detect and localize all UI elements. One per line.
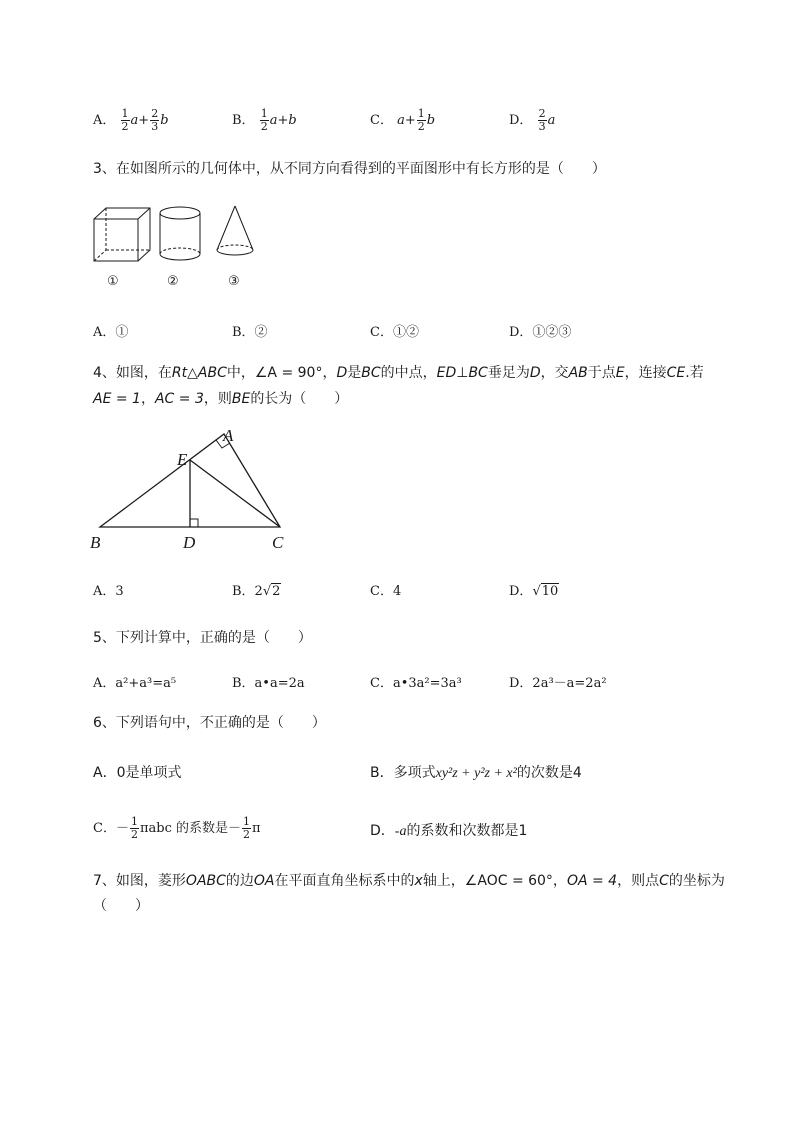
q2-option-a-text: a+	[130, 113, 150, 128]
q4-triangle-figure	[88, 420, 298, 560]
cube-solid	[94, 208, 150, 261]
q2-option-c-text: a+	[397, 113, 416, 128]
q2-option-b-text: a+b	[269, 113, 297, 128]
q3-solids-figure	[90, 200, 260, 270]
q5-option-a: A．a²+a³=a⁵	[93, 676, 177, 691]
q3-option-c: C．①②	[370, 325, 419, 340]
q4-stem-line1: 4、如图，在Rt△ABC中，∠A = 90°，D是BC的中点，ED⊥BC垂足为D，交AB于点E，连接CE.若	[93, 365, 704, 381]
q2-option-c-label: C．	[370, 113, 393, 128]
q3-fig-label-3: ③	[228, 274, 240, 289]
q3-option-b: B．②	[232, 325, 268, 340]
q2-option-d-tail: a	[547, 113, 556, 128]
q6-option-a: A．0是单项式	[93, 765, 182, 781]
q2-option-d-label: D．	[509, 113, 533, 128]
q4-label-B: B	[90, 533, 101, 552]
q4-option-d: D．√10	[509, 584, 559, 599]
q4-label-E: E	[177, 450, 188, 469]
q4-label-C: C	[272, 533, 284, 552]
q2-option-a-tail: b	[160, 113, 169, 128]
q3-stem: 3、在如图所示的几何体中，从不同方向看得到的平面图形中有长方形的是（ ）	[93, 161, 606, 177]
q2-option-b-frac: $\frac{1}{2}$	[260, 107, 268, 133]
q2-option-c	[370, 108, 435, 133]
cone-solid	[217, 206, 253, 255]
q4-option-a: A．3	[93, 584, 124, 599]
q3-option-a: A．①	[93, 325, 129, 340]
q2-option-a	[93, 108, 169, 133]
q3-option-d: D．①②③	[509, 325, 572, 340]
q2-option-a-frac1: $\frac{1}{2}$	[121, 107, 129, 133]
q7-stem-line2: （ ）	[93, 898, 149, 914]
q6-option-d: D．-a的系数和次数都是1	[370, 823, 528, 839]
q2-option-d-frac: $\frac{2}{3}$	[538, 107, 546, 133]
q5-option-c: C．a•3a²=3a³	[370, 676, 462, 691]
q2-option-a-label: A．	[93, 113, 116, 128]
q2-option-c-frac: $\frac{1}{2}$	[417, 107, 425, 133]
q2-option-c-tail: b	[426, 113, 436, 128]
cylinder-solid	[160, 207, 200, 260]
q2-option-a-frac2: $\frac{2}{3}$	[151, 107, 159, 133]
q4-option-c: C．4	[370, 584, 402, 599]
q4-option-b: B．2√2	[232, 584, 281, 599]
q2-option-b	[232, 108, 297, 133]
q3-fig-label-1: ①	[107, 274, 119, 289]
q6-option-b: B．多项式xy²z + y²z + x²的次数是4	[370, 765, 582, 781]
q4-label-D: D	[183, 533, 196, 552]
q2-option-d	[509, 108, 555, 133]
q6-stem: 6、下列语句中，不正确的是（ ）	[93, 715, 326, 731]
q5-option-d: D．2a³－a=2a²	[509, 676, 607, 691]
q5-option-b: B．a•a=2a	[232, 676, 305, 691]
q3-fig-label-2: ②	[167, 274, 179, 289]
q4-stem-line2: AE = 1，AC = 3，则BE的长为（ ）	[93, 391, 349, 407]
q4-label-A: A	[223, 426, 234, 445]
q5-stem: 5、下列计算中，正确的是（ ）	[93, 630, 312, 646]
q7-stem-line1: 7、如图，菱形OABC的边OA在平面直角坐标系中的x轴上，∠AOC = 60°，OA = 4，则点C的坐标为	[93, 873, 725, 889]
q2-option-b-label: B．	[232, 113, 255, 128]
q6-option-c: C．－ $\frac{1}{2}$ πabc 的系数是－ $\frac{1}{2}$ π	[93, 815, 261, 841]
